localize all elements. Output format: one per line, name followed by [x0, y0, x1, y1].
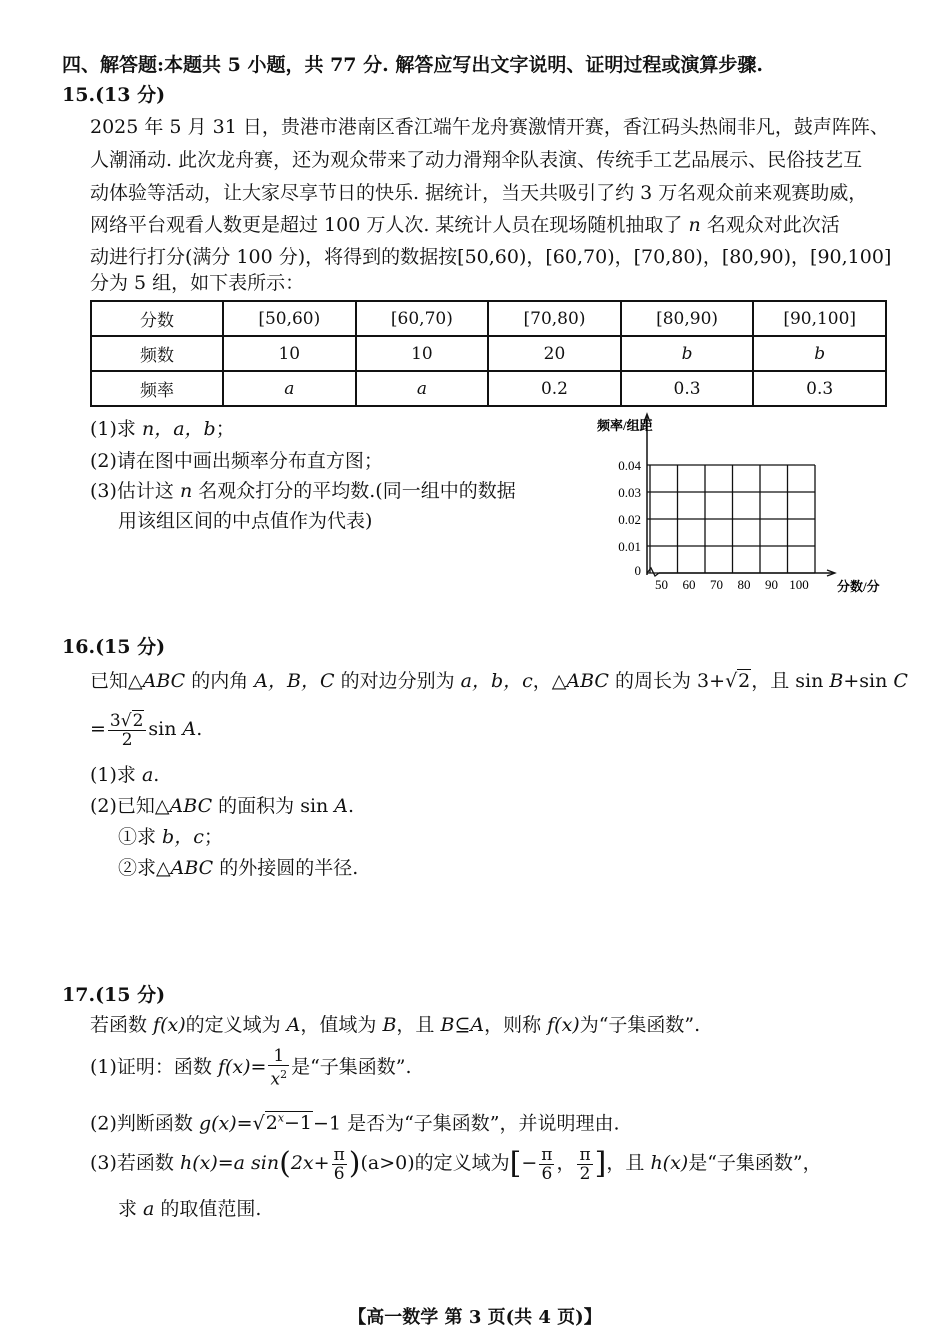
t: −1 是否为“子集函数”，并说明理由. — [313, 1112, 620, 1135]
sqrt-2: 2 — [738, 670, 751, 692]
hx: h(x) — [650, 1152, 689, 1174]
t: 2 — [579, 1163, 591, 1184]
t: ] — [594, 1146, 607, 1181]
q17-part-1 — [90, 1044, 412, 1090]
table-cell: 10 — [223, 336, 356, 371]
t: π — [333, 1144, 345, 1165]
t: +sin — [843, 670, 894, 692]
t: x — [270, 1069, 281, 1090]
q15-p1-suffix: ； — [215, 418, 235, 440]
q16-line-2 — [90, 706, 202, 752]
sides: a，b，c — [460, 670, 533, 692]
q16-number — [62, 634, 165, 660]
t: ，且 — [396, 1014, 441, 1036]
t: 2x+ — [290, 1152, 330, 1174]
t: 2 — [265, 1112, 278, 1135]
x-axis-title: 分数/分 — [837, 579, 880, 594]
y-axis-title: 频率/组距 — [597, 418, 653, 433]
q15-part-2: (2)请在图中画出频率分布直方图； — [90, 450, 383, 472]
t: 为“子集函数”. — [579, 1014, 701, 1036]
t: −1 — [284, 1112, 313, 1135]
radicand — [265, 1111, 313, 1134]
var-A: A — [470, 1014, 485, 1036]
fraction — [332, 1146, 347, 1183]
t: ，则称 — [484, 1014, 548, 1036]
table-cell: [50,60) — [223, 301, 356, 336]
t: 的周长为 3+ — [608, 670, 726, 692]
y-tick-label: 0.01 — [618, 539, 641, 554]
x-tick-label: 50 — [655, 577, 668, 592]
table-cell: 0.3 — [621, 371, 754, 406]
q15-points: (13 分) — [95, 84, 166, 106]
table-cell: 0.3 — [753, 371, 886, 406]
t: ②求△ — [118, 857, 171, 879]
sqrt-2: 2 — [132, 710, 144, 731]
t: ，值域为 — [300, 1014, 383, 1036]
vars-bc: b，c — [162, 826, 204, 848]
gx: g(x) — [198, 1112, 237, 1135]
q15-num: 15. — [62, 84, 96, 106]
x-tick-label: 80 — [737, 577, 751, 592]
t: ) — [348, 1146, 361, 1181]
angles: A，B，C — [254, 670, 335, 692]
y-tick-labels — [618, 458, 641, 578]
t: ，△ — [532, 670, 567, 692]
q15-text-line-5: 动进行打分(满分 100 分)，将得到的数据按[50,60)，[60,70)，[70,80)，[80,90)，[90,100] — [90, 246, 892, 268]
grid-lines — [647, 465, 815, 573]
t: π — [541, 1144, 553, 1165]
fx: f(x) — [547, 1014, 580, 1036]
q17-part-3 — [90, 1140, 822, 1186]
t: 1 — [268, 1047, 289, 1066]
q15-part-3 — [90, 478, 516, 504]
t: (3)若函数 — [90, 1152, 180, 1174]
t: ①求 — [118, 826, 163, 848]
x-tick-labels — [655, 577, 809, 592]
t: 的内角 — [185, 670, 255, 692]
q15-p3-b: 名观众打分的平均数.(同一组中的数据 — [192, 480, 516, 502]
x-axis-break — [647, 568, 659, 576]
var-C: C — [893, 670, 908, 692]
t: π — [579, 1144, 591, 1165]
t: x — [277, 1112, 285, 1125]
hx: h(x) — [179, 1152, 218, 1174]
q17-points: (15 分) — [95, 984, 166, 1006]
t: . — [153, 764, 160, 786]
table-cell: a — [223, 371, 356, 406]
table-row-frequency — [91, 336, 886, 371]
q17-number — [62, 982, 165, 1008]
table-cell: [70,80) — [488, 301, 621, 336]
t: 的外接圆的半径. — [213, 857, 359, 879]
q17-definition — [90, 1012, 700, 1038]
t: ； — [203, 826, 223, 848]
q15-part-1 — [90, 416, 235, 442]
table-header-score: 分数 — [91, 301, 223, 336]
q17-part-2: (2)判断函数 $g(x)=√2^x-1-1$ 是否为“子集函数”，并说明理由. — [90, 1112, 620, 1135]
q15-line4-b: 名观众对此次活 — [706, 214, 840, 236]
t: 6 — [541, 1163, 553, 1184]
fraction: $\frac{3√2}{2}$ — [108, 712, 147, 749]
page-footer: 【高一数学 第 3 页(共 4 页)】 — [348, 1307, 602, 1328]
table-cell: a — [356, 371, 489, 406]
abc: ABC — [169, 795, 213, 817]
fx: f(x) — [217, 1056, 251, 1078]
q15-part-3-cont: 用该组区间的中点值作为代表) — [118, 510, 373, 532]
t: a sin — [233, 1152, 280, 1174]
table-cell: [90,100] — [753, 301, 886, 336]
axes — [644, 414, 835, 576]
var-B: B — [440, 1014, 455, 1036]
table-cell: [60,70) — [356, 301, 489, 336]
table-cell: 0.2 — [488, 371, 621, 406]
t: (2)判断函数 — [90, 1112, 199, 1135]
t: 已知△ — [90, 670, 143, 692]
var-a: a — [141, 764, 154, 786]
q17-part-3-cont — [118, 1196, 261, 1222]
t: 3 — [109, 710, 121, 731]
q15-text-line-2: 人潮涌动. 此次龙舟赛，还为观众带来了动力滑翔伞队表演、传统手工艺品展示、民俗技艺互 — [90, 149, 863, 171]
var-B: B — [829, 670, 844, 692]
q15-text-line-3: 动体验等活动，让大家尽享节日的快乐. 据统计，当天共吸引了约 3 万名观众前来观赛助威， — [90, 182, 868, 204]
section-heading: 四、解答题:本题共 5 小题，共 77 分. 解答应写出文字说明、证明过程或演算步骤. — [62, 54, 763, 76]
t: = — [90, 718, 106, 740]
var-A: A — [334, 795, 349, 817]
table-row-score — [91, 301, 886, 336]
histogram-grid — [595, 408, 915, 598]
t: ，且 sin — [751, 670, 830, 692]
fx: f(x) — [153, 1014, 186, 1036]
q17-num: 17. — [62, 984, 96, 1006]
q15-var-n: n — [688, 214, 701, 236]
table-header-frequency: 频数 — [91, 336, 223, 371]
t: 是“子集函数”， — [688, 1152, 822, 1174]
q15-p3-a: (3)估计这 — [90, 480, 180, 502]
y-tick-label: 0 — [634, 563, 641, 578]
q16-part-2 — [90, 793, 354, 819]
t: − — [521, 1152, 538, 1174]
q15-p1-vars: n，a，b — [141, 418, 216, 440]
table-cell: b — [753, 336, 886, 371]
t: (2)已知△ — [90, 795, 170, 817]
q15-number — [62, 82, 165, 108]
t: 6 — [333, 1163, 345, 1184]
var-A: A — [286, 1014, 301, 1036]
fraction — [577, 1146, 592, 1183]
var-a: a — [143, 1198, 155, 1220]
t: [ — [509, 1146, 522, 1181]
t: 是“子集函数”. — [291, 1056, 412, 1078]
t: sin — [148, 718, 183, 740]
var-A: A — [182, 718, 197, 740]
t: = — [250, 1056, 267, 1078]
x-tick-label: 60 — [682, 577, 696, 592]
q15-p1-prefix: (1)求 — [90, 418, 142, 440]
q15-p3-var-n: n — [179, 480, 193, 502]
q16-num: 16. — [62, 636, 96, 658]
t: ， — [556, 1152, 576, 1174]
q15-text-line-4 — [90, 212, 840, 238]
q16-points: (15 分) — [95, 636, 166, 658]
t: 的取值范围. — [154, 1198, 262, 1220]
t: . — [348, 795, 355, 817]
y-tick-label: 0.04 — [618, 458, 641, 473]
t: ( — [279, 1146, 291, 1181]
t: 的定义域为 — [185, 1014, 287, 1036]
t: 的对边分别为 — [334, 670, 461, 692]
q16-part-1 — [90, 762, 159, 788]
q15-text-line-6: 分为 5 组，如下表所示： — [90, 272, 305, 294]
x-tick-label: 90 — [765, 577, 778, 592]
t: 2 — [121, 729, 133, 750]
fraction — [268, 1047, 289, 1089]
abc: ABC — [566, 670, 609, 692]
t: (a>0)的定义域为 — [360, 1152, 510, 1174]
t: 若函数 — [90, 1014, 154, 1036]
x-tick-label: 70 — [710, 577, 723, 592]
t: 的面积为 sin — [212, 795, 335, 817]
table-cell: [80,90) — [621, 301, 754, 336]
abc: ABC — [142, 670, 186, 692]
q15-text-line-1: 2025 年 5 月 31 日，贵港市港南区香江端午龙舟赛激情开赛，香江码头热闹非凡，鼓声阵阵、 — [90, 116, 889, 138]
q16-line-1: 已知△ABC 的内角 A，B，C 的对边分别为 a，b，c，△ABC 的周长为 3+√2，且 sin B+sin C — [90, 670, 908, 692]
subset-op: ⊆ — [454, 1014, 471, 1036]
q16-sub-2 — [118, 855, 358, 881]
table-cell: 20 — [488, 336, 621, 371]
t: (1)证明：函数 — [90, 1056, 218, 1078]
t: = — [217, 1152, 234, 1174]
x-tick-label: 100 — [789, 577, 809, 592]
abc: ABC — [170, 857, 214, 879]
var-B: B — [382, 1014, 397, 1036]
t: 求 — [118, 1198, 144, 1220]
t: (1)求 — [90, 764, 142, 786]
table-header-rate: 频率 — [91, 371, 223, 406]
q16-sub-1 — [118, 824, 223, 850]
table-cell: 10 — [356, 336, 489, 371]
table-cell: b — [621, 336, 754, 371]
fraction — [539, 1146, 554, 1183]
q15-line4-a: 网络平台观看人数更是超过 100 万人次. 某统计人员在现场随机抽取了 — [90, 214, 683, 236]
table-row-rate — [91, 371, 886, 406]
t: . — [196, 718, 203, 740]
t: ，且 — [606, 1152, 651, 1174]
t: = — [236, 1112, 253, 1135]
frequency-table — [90, 300, 887, 407]
t: 2 — [280, 1068, 288, 1082]
y-tick-label: 0.02 — [618, 512, 641, 527]
y-tick-label: 0.03 — [618, 485, 641, 500]
